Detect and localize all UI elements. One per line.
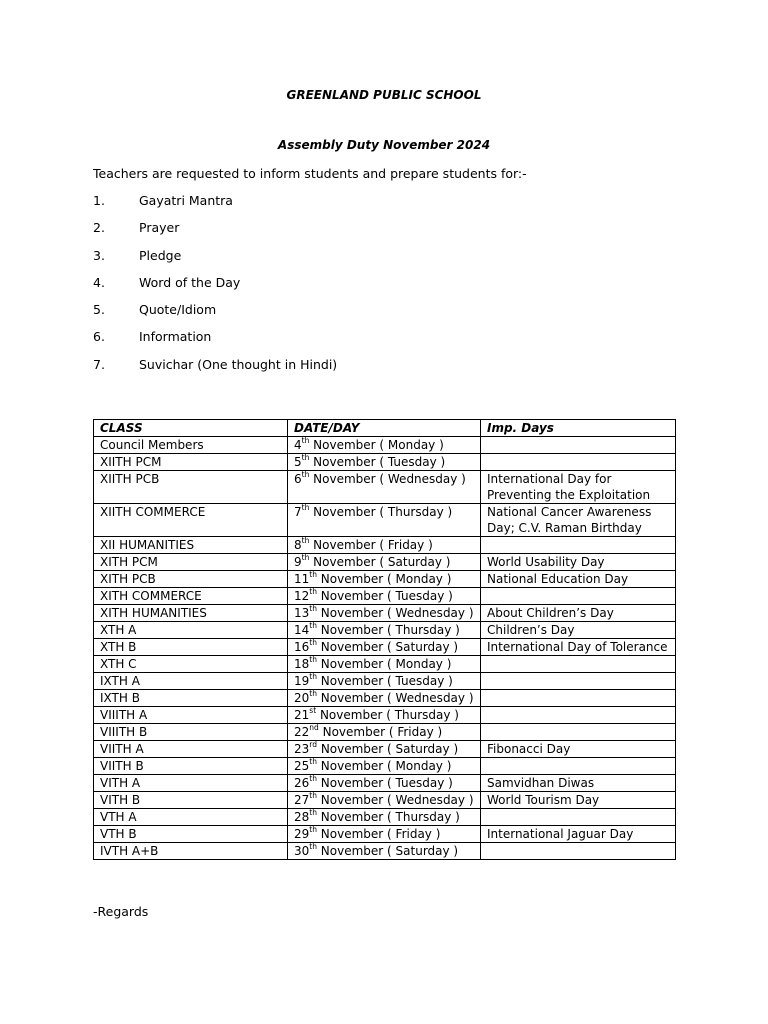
list-item-text: Prayer xyxy=(139,220,180,236)
class-cell: XITH HUMANITIES xyxy=(94,605,288,622)
date-ordinal-suffix: nd xyxy=(309,723,319,732)
date-day-cell xyxy=(288,792,481,809)
date-month-weekday: November ( Monday ) xyxy=(316,657,452,671)
date-month-weekday: November ( Wednesday ) xyxy=(316,606,474,620)
date-day-cell xyxy=(288,622,481,639)
imp-day-cell xyxy=(481,843,676,860)
date-day-cell xyxy=(288,554,481,571)
list-item-number: 6. xyxy=(93,329,105,345)
date-day-number: 25 xyxy=(294,759,310,773)
class-cell: VIITH A xyxy=(94,741,288,758)
class-cell: IVTH A+B xyxy=(94,843,288,860)
date-day-cell xyxy=(288,537,481,554)
imp-day-cell xyxy=(481,724,676,741)
date-month-weekday: November ( Friday ) xyxy=(318,725,443,739)
imp-day-cell: Children’s Day xyxy=(481,622,676,639)
table-row xyxy=(94,775,676,792)
date-day-cell xyxy=(288,775,481,792)
table-row xyxy=(94,758,676,775)
imp-day-cell xyxy=(481,758,676,775)
date-ordinal-suffix: th xyxy=(301,553,310,562)
date-month-weekday: November ( Wednesday ) xyxy=(309,472,466,486)
class-cell: VIITH B xyxy=(94,758,288,775)
date-day-cell xyxy=(288,571,481,588)
class-cell: XIITH PCM xyxy=(94,454,288,471)
imp-day-cell: Samvidhan Diwas xyxy=(481,775,676,792)
date-day-number: 12 xyxy=(294,589,310,603)
table-row xyxy=(94,656,676,673)
imp-day-cell xyxy=(481,690,676,707)
list-item xyxy=(93,302,337,329)
table-row xyxy=(94,471,676,504)
imp-day-cell: Fibonacci Day xyxy=(481,741,676,758)
date-day-cell xyxy=(288,843,481,860)
class-cell: VTH B xyxy=(94,826,288,843)
list-item xyxy=(93,275,337,302)
imp-day-cell: International Jaguar Day xyxy=(481,826,676,843)
table-row xyxy=(94,622,676,639)
table-row xyxy=(94,792,676,809)
date-day-number: 9 xyxy=(294,555,302,569)
list-item-text: Quote/Idiom xyxy=(139,302,217,318)
date-day-cell xyxy=(288,471,481,504)
list-item-number: 3. xyxy=(93,247,105,263)
list-item-text: Word of the Day xyxy=(139,274,241,290)
date-ordinal-suffix: th xyxy=(309,774,317,783)
date-ordinal-suffix: th xyxy=(301,470,310,479)
date-day-cell xyxy=(288,437,481,454)
date-ordinal-suffix: th xyxy=(309,604,317,613)
date-day-number: 5 xyxy=(294,455,302,469)
list-item xyxy=(93,220,337,247)
class-cell: XII HUMANITIES xyxy=(94,537,288,554)
date-day-cell xyxy=(288,656,481,673)
list-item xyxy=(93,248,337,275)
date-ordinal-suffix: th xyxy=(301,536,310,545)
table-row xyxy=(94,588,676,605)
imp-day-cell xyxy=(481,809,676,826)
date-day-number: 4 xyxy=(294,438,302,452)
imp-day-cell xyxy=(481,673,676,690)
date-month-weekday: November ( Saturday ) xyxy=(316,844,459,858)
list-item-text: Pledge xyxy=(139,247,182,263)
table-row xyxy=(94,504,676,537)
date-day-number: 27 xyxy=(294,793,310,807)
list-item-text: Information xyxy=(139,329,212,345)
closing-regards: -Regards xyxy=(93,904,149,919)
date-day-number: 20 xyxy=(294,691,310,705)
list-item-text: Suvichar (One thought in Hindi) xyxy=(139,356,338,372)
intro-text: Teachers are requested to inform students and prepare students for:- xyxy=(93,166,527,181)
class-cell: VTH A xyxy=(94,809,288,826)
date-month-weekday: November ( Wednesday ) xyxy=(316,793,474,807)
date-month-weekday: November ( Monday ) xyxy=(316,572,452,586)
date-ordinal-suffix: rd xyxy=(309,740,317,749)
table-row xyxy=(94,605,676,622)
imp-day-cell: World Usability Day xyxy=(481,554,676,571)
date-month-weekday: November ( Thursday ) xyxy=(316,708,459,722)
date-ordinal-suffix: th xyxy=(301,453,310,462)
table-row xyxy=(94,707,676,724)
date-ordinal-suffix: th xyxy=(309,689,317,698)
table-row xyxy=(94,724,676,741)
date-ordinal-suffix: th xyxy=(309,587,317,596)
date-day-number: 19 xyxy=(294,674,310,688)
imp-day-cell xyxy=(481,588,676,605)
column-header-imp-days: Imp. Days xyxy=(481,420,676,437)
imp-day-cell xyxy=(481,537,676,554)
date-month-weekday: November ( Thursday ) xyxy=(316,623,460,637)
class-cell: XIITH COMMERCE xyxy=(94,504,288,537)
date-day-number: 14 xyxy=(294,623,310,637)
class-cell: IXTH A xyxy=(94,673,288,690)
date-day-cell xyxy=(288,690,481,707)
list-item-number: 1. xyxy=(93,193,105,208)
list-item-number: 7. xyxy=(93,356,105,372)
table-row xyxy=(94,554,676,571)
date-month-weekday: November ( Tuesday ) xyxy=(309,455,446,469)
imp-day-cell: About Children’s Day xyxy=(481,605,676,622)
table-row xyxy=(94,571,676,588)
date-ordinal-suffix: th xyxy=(301,503,310,512)
date-day-cell xyxy=(288,707,481,724)
date-ordinal-suffix: th xyxy=(309,655,317,664)
date-ordinal-suffix: th xyxy=(309,791,317,800)
date-ordinal-suffix: th xyxy=(309,825,317,834)
table-row xyxy=(94,454,676,471)
imp-day-cell: International Day of Tolerance xyxy=(481,639,676,656)
date-day-cell xyxy=(288,758,481,775)
imp-day-cell xyxy=(481,656,676,673)
date-ordinal-suffix: th xyxy=(309,638,317,647)
table-row xyxy=(94,639,676,656)
class-cell: XTH C xyxy=(94,656,288,673)
class-cell: XITH PCB xyxy=(94,571,288,588)
list-item xyxy=(93,357,337,384)
date-day-number: 23 xyxy=(294,742,310,756)
date-day-number: 11 xyxy=(294,572,310,586)
class-cell: IXTH B xyxy=(94,690,288,707)
date-day-number: 28 xyxy=(294,810,310,824)
list-item xyxy=(93,193,337,220)
date-month-weekday: November ( Saturday ) xyxy=(309,555,451,569)
date-month-weekday: November ( Monday ) xyxy=(309,438,444,452)
list-item-number: 2. xyxy=(93,220,105,236)
date-ordinal-suffix: th xyxy=(301,436,310,445)
date-ordinal-suffix: th xyxy=(309,808,317,817)
imp-day-cell: World Tourism Day xyxy=(481,792,676,809)
date-ordinal-suffix: th xyxy=(309,842,317,851)
list-item xyxy=(93,329,337,356)
column-header-date-day: DATE/DAY xyxy=(288,420,481,437)
assembly-duty-table xyxy=(93,419,676,860)
class-cell: VIIITH A xyxy=(94,707,288,724)
class-cell: VITH B xyxy=(94,792,288,809)
date-ordinal-suffix: st xyxy=(309,706,317,715)
date-month-weekday: November ( Wednesday ) xyxy=(316,691,474,705)
date-day-number: 22 xyxy=(294,725,310,739)
table-row xyxy=(94,826,676,843)
table-row xyxy=(94,537,676,554)
date-month-weekday: November ( Saturday ) xyxy=(316,640,459,654)
table-row xyxy=(94,843,676,860)
date-month-weekday: November ( Friday ) xyxy=(316,827,441,841)
table-row xyxy=(94,673,676,690)
date-day-cell xyxy=(288,454,481,471)
school-name: GREENLAND PUBLIC SCHOOL xyxy=(286,88,482,102)
date-day-number: 6 xyxy=(294,472,302,486)
class-cell: VITH A xyxy=(94,775,288,792)
class-cell: VIIITH B xyxy=(94,724,288,741)
date-day-number: 30 xyxy=(294,844,310,858)
date-day-cell xyxy=(288,673,481,690)
date-day-cell xyxy=(288,724,481,741)
imp-day-cell: National Cancer Awareness Day; C.V. Raman Birthday xyxy=(481,504,676,537)
list-item-number: 4. xyxy=(93,274,105,290)
table-row xyxy=(94,437,676,454)
date-day-cell xyxy=(288,588,481,605)
column-header-class: CLASS xyxy=(94,420,288,437)
date-day-number: 18 xyxy=(294,657,310,671)
date-day-number: 16 xyxy=(294,640,310,654)
imp-day-cell: International Day for Preventing the Exploitation xyxy=(481,471,676,504)
date-day-number: 26 xyxy=(294,776,310,790)
date-month-weekday: November ( Tuesday ) xyxy=(316,674,453,688)
date-month-weekday: November ( Friday ) xyxy=(309,538,433,552)
date-ordinal-suffix: th xyxy=(309,757,317,766)
preparation-list xyxy=(93,193,337,384)
date-month-weekday: November ( Monday ) xyxy=(316,759,452,773)
date-month-weekday: November ( Thursday ) xyxy=(316,810,460,824)
date-month-weekday: November ( Thursday ) xyxy=(309,505,453,519)
date-month-weekday: November ( Tuesday ) xyxy=(316,776,453,790)
date-ordinal-suffix: th xyxy=(309,570,317,579)
date-day-cell xyxy=(288,639,481,656)
imp-day-cell xyxy=(481,707,676,724)
document-subtitle: Assembly Duty November 2024 xyxy=(277,138,491,152)
date-day-number: 29 xyxy=(294,827,310,841)
table-header-row xyxy=(94,420,676,437)
list-item-number: 5. xyxy=(93,302,105,318)
date-day-number: 13 xyxy=(294,606,310,620)
table-row xyxy=(94,809,676,826)
date-month-weekday: November ( Saturday ) xyxy=(317,742,459,756)
date-day-cell xyxy=(288,741,481,758)
date-day-cell xyxy=(288,504,481,537)
class-cell: XITH COMMERCE xyxy=(94,588,288,605)
imp-day-cell xyxy=(481,454,676,471)
class-cell: XTH B xyxy=(94,639,288,656)
table-row xyxy=(94,690,676,707)
date-ordinal-suffix: th xyxy=(309,621,317,630)
date-day-cell xyxy=(288,605,481,622)
class-cell: Council Members xyxy=(94,437,288,454)
date-day-cell xyxy=(288,826,481,843)
date-month-weekday: November ( Tuesday ) xyxy=(316,589,453,603)
date-day-number: 21 xyxy=(294,708,310,722)
class-cell: XTH A xyxy=(94,622,288,639)
date-ordinal-suffix: th xyxy=(309,672,317,681)
imp-day-cell: National Education Day xyxy=(481,571,676,588)
date-day-number: 8 xyxy=(294,538,302,552)
class-cell: XITH PCM xyxy=(94,554,288,571)
list-item-text: Gayatri Mantra xyxy=(139,193,233,208)
table-body xyxy=(94,437,676,860)
class-cell: XIITH PCB xyxy=(94,471,288,504)
date-day-number: 7 xyxy=(294,505,302,519)
table-row xyxy=(94,741,676,758)
imp-day-cell xyxy=(481,437,676,454)
date-day-cell xyxy=(288,809,481,826)
